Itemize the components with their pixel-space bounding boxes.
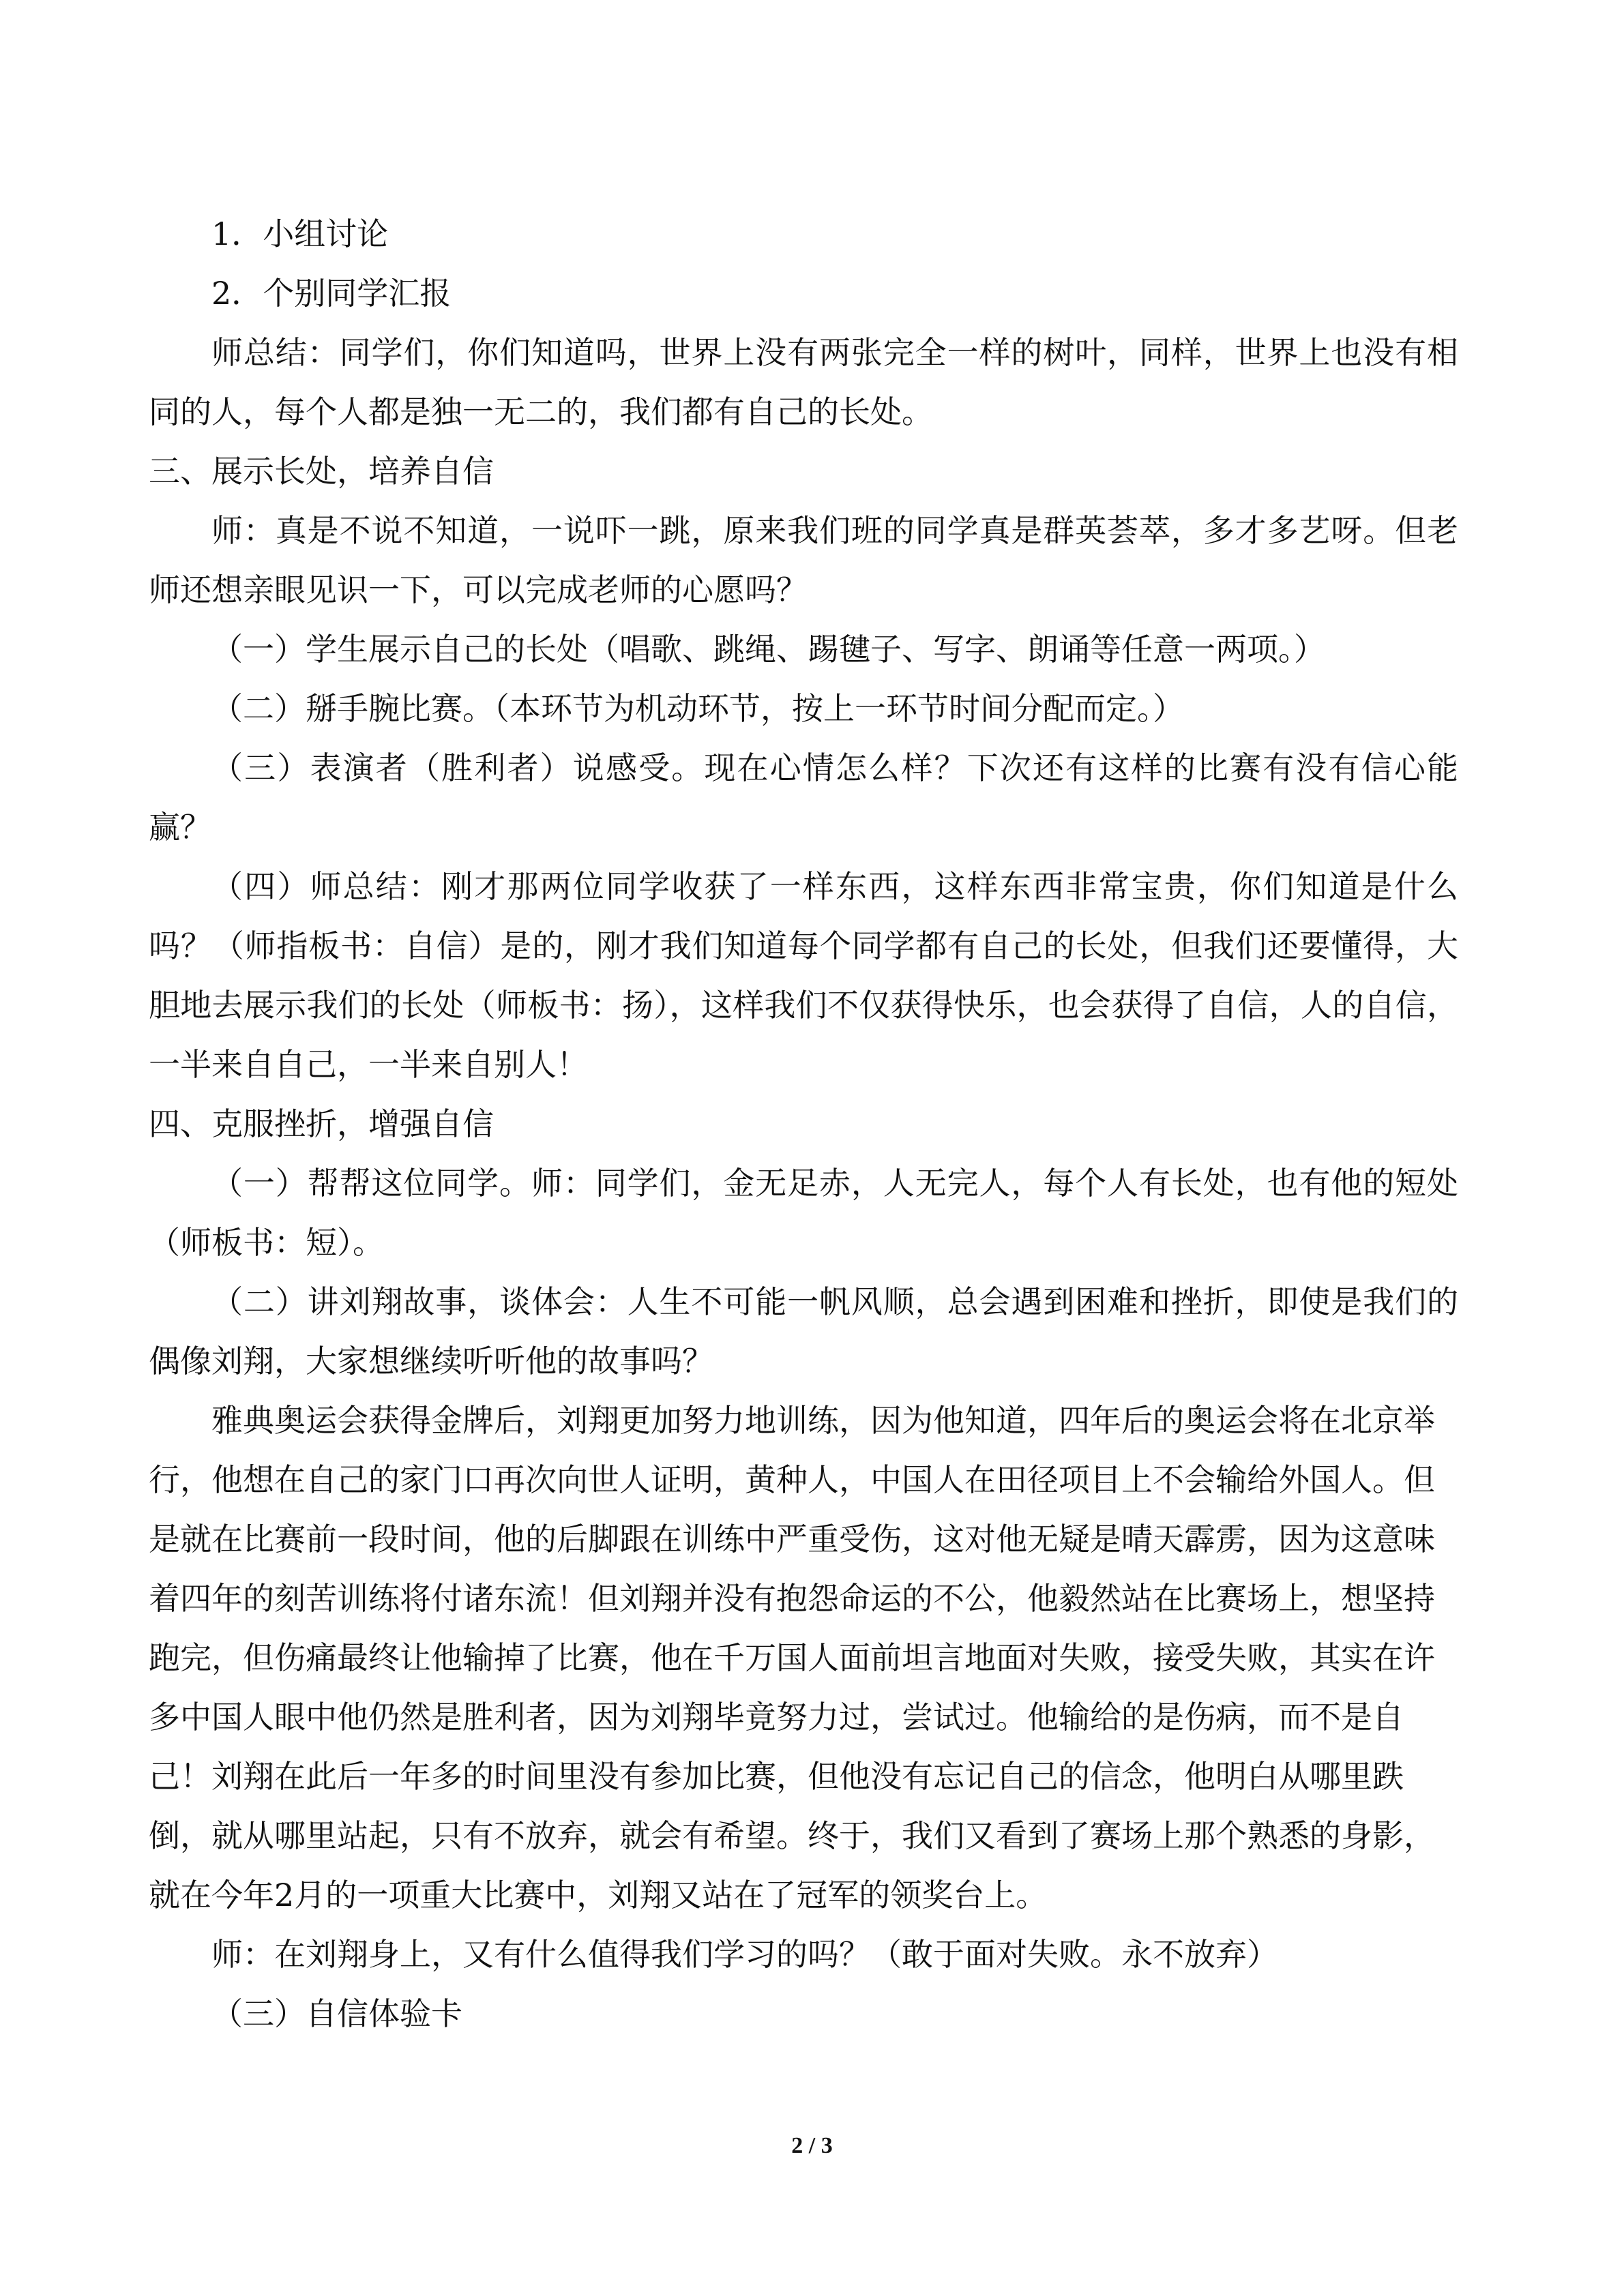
confidence-card-item: （三）自信体验卡 (211, 1995, 462, 2032)
liu-xiang-story-paragraph: 雅典奥运会获得金牌后，刘翔更加努力地训练，因为他知道，四年后的奥运会将在北京举行，他想在自己的家门口再次向世人证明，黄种人，中国人在田径项目上不会输给外国人。但是就在比赛前一段时间，他的后脚跟在训练中严重受伤，这对他无疑是晴天霹雳，因为这意味着四年的刻苦训练将付诸东流！但刘翔并没有抱怨命运的不公，他毅然站在比赛场上，想坚持跑完，但伤痛最终让他输掉了比赛，他在千万国人面前坦言地面对失败，接受失败，其实在许多中国人眼中他仍然是胜利者，因为刘翔毕竟努力过，尝试过。他输给的是伤病，而不是自己！刘翔在此后一年多的时间里没有参加比赛，但他没有忘记自己的信念，他明白从哪里跌倒，就从哪里站起，只有不放弃，就会有希望。终于，我们又看到了赛场上那个熟悉的身影，就在今年2月的一项重大比赛中，刘翔又站在了冠军的领奖台上。 (149, 1402, 1435, 1913)
teacher-remark-paragraph: 师：真是不说不知道，一说吓一跳，原来我们班的同学真是群英荟萃，多才多艺呀。但老师还想亲眼见识一下，可以完成老师的心愿吗？ (149, 512, 1458, 608)
activity-item-2: （二）掰手腕比赛。（本环节为机动环节，按上一环节时间分配而定。） (211, 690, 1184, 727)
teacher-question-paragraph: 师：在刘翔身上，又有什么值得我们学习的吗？（敢于面对失败。永不放弃） (211, 1936, 1278, 1973)
page-number: 2 / 3 (791, 2133, 833, 2158)
document-body (149, 205, 1458, 2044)
teacher-summary-paragraph: 师总结：同学们，你们知道吗，世界上没有两张完全一样的树叶，同样，世界上也没有相同的人，每个人都是独一无二的，我们都有自己的长处。 (149, 334, 1458, 430)
section-heading-four: 四、克服挫折，增强自信 (149, 1105, 494, 1142)
activity-item-4: （四）师总结：刚才那两位同学收获了一样东西，这样东西非常宝贵，你们知道是什么吗？（师指板书：自信）是的，刚才我们知道每个同学都有自己的长处，但我们还要懂得，大胆地去展示我们的长处（师板书：扬），这样我们不仅获得快乐，也会获得了自信，人的自信，一半来自自己，一半来自别人！ (149, 868, 1458, 1083)
list-item-student-report: 2．个别同学汇报 (211, 275, 452, 312)
section-heading-three: 三、展示长处，培养自信 (149, 453, 494, 490)
overcome-item-2: （二）讲刘翔故事，谈体会：人生不可能一帆风顺，总会遇到困难和挫折，即使是我们的偶像刘翔，大家想继续听听他的故事吗？ (149, 1283, 1458, 1380)
list-item-group-discussion: 1．小组讨论 (211, 215, 389, 252)
overcome-item-1: （一）帮帮这位同学。师：同学们，金无足赤，人无完人，每个人有长处，也有他的短处（师板书：短）。 (149, 1165, 1458, 1261)
activity-item-3: （三）表演者（胜利者）说感受。现在心情怎么样？下次还有这样的比赛有没有信心能赢？ (149, 749, 1458, 846)
activity-item-1: （一）学生展示自己的长处（唱歌、跳绳、踢毽子、写字、朗诵等任意一两项。） (211, 631, 1325, 668)
